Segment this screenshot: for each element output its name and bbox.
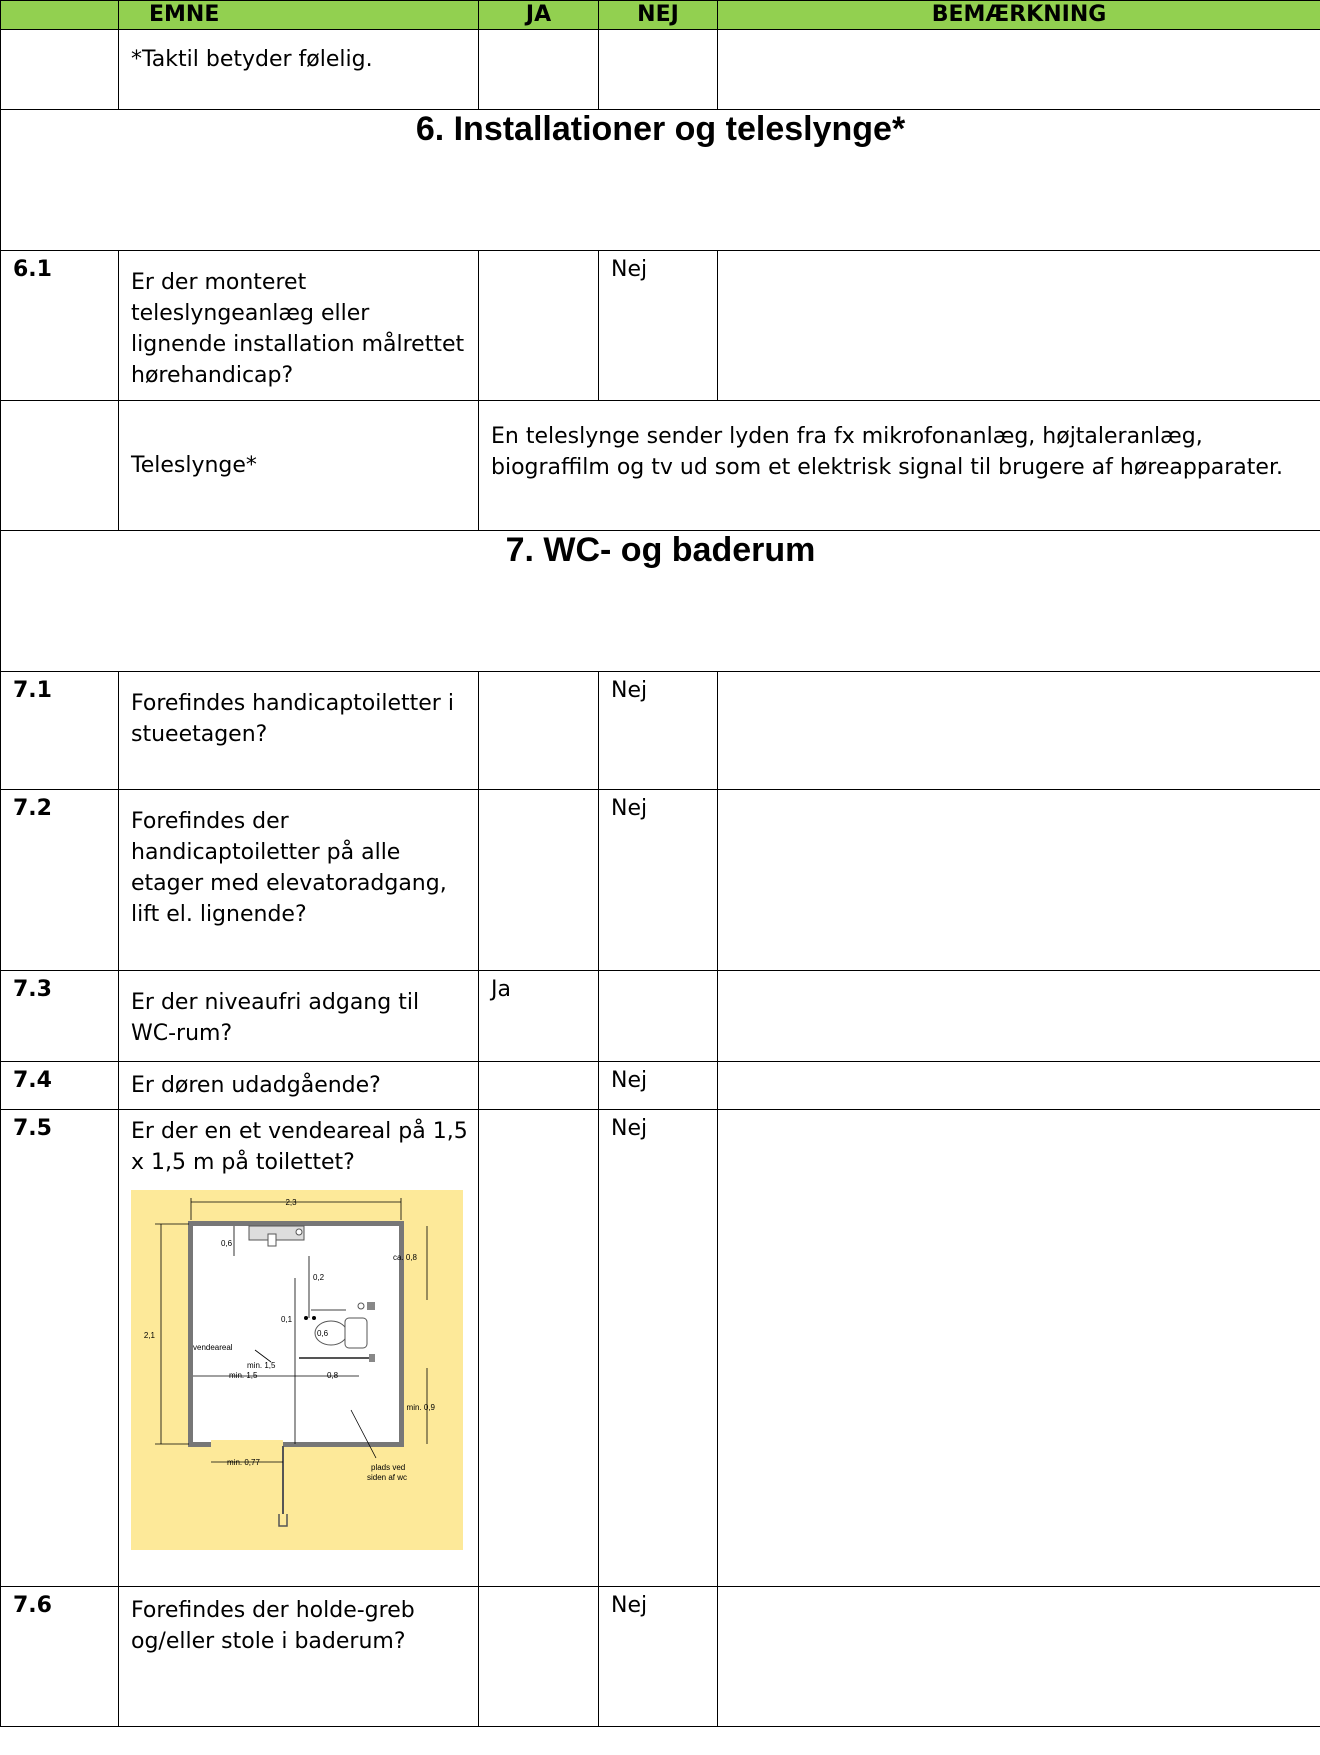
plan-label: 2,1 <box>143 1331 155 1340</box>
question-text: Er døren udadgående? <box>119 1062 479 1110</box>
header-num <box>1 1 119 30</box>
plan-label: 0,6 <box>221 1239 233 1248</box>
header-emne: EMNE <box>119 1 479 30</box>
remark-cell <box>718 1062 1320 1110</box>
table-row <box>1 672 1320 790</box>
plan-label: 0,8 <box>327 1371 339 1380</box>
plan-label: 0,6 <box>317 1329 329 1338</box>
section-title: 7. WC- og baderum <box>1 531 1320 672</box>
ja-cell <box>479 1587 599 1727</box>
header-row <box>1 1 1320 30</box>
row-number: 6.1 <box>1 251 119 401</box>
table-row <box>1 401 1320 531</box>
question-text: Er der monteret teleslyngeanlæg eller lignende installation målrettet hørehandicap? <box>119 251 479 401</box>
row-number: 7.6 <box>1 1587 119 1727</box>
ja-cell <box>479 1110 599 1587</box>
nej-cell: Nej <box>599 672 718 790</box>
nej-cell: Nej <box>599 1110 718 1587</box>
plan-label: ca. 0,8 <box>392 1253 417 1262</box>
plan-label: vendeareal <box>193 1343 233 1352</box>
table-row <box>1 1587 1320 1727</box>
question-text: Forefindes handicaptoiletter i stueetagen? <box>119 672 479 790</box>
row-number: 7.1 <box>1 672 119 790</box>
plan-label: min. 0,9 <box>406 1403 435 1412</box>
plan-label: plads ved <box>371 1463 406 1472</box>
plan-label: siden af wc <box>367 1473 408 1482</box>
table-row <box>1 971 1320 1062</box>
table-row <box>1 251 1320 401</box>
nej-cell <box>599 971 718 1062</box>
nej-cell: Nej <box>599 790 718 971</box>
question-text: Forefindes der holde-greb og/eller stole i baderum? <box>119 1587 479 1727</box>
header-nej: NEJ <box>599 1 718 30</box>
question-text: Forefindes der handicaptoiletter på alle etager med elevatoradgang, lift el. lignende? <box>119 790 479 971</box>
plan-label: min. 1,5 <box>229 1371 258 1380</box>
remark-cell <box>718 1587 1320 1727</box>
plan-label: min. 0,77 <box>227 1458 260 1467</box>
nej-cell: Nej <box>599 1062 718 1110</box>
taktil-note: *Taktil betyder følelig. <box>119 30 479 110</box>
question-text: Er der en et vendeareal på 1,5 x 1,5 m på toilettet? <box>131 1119 468 1175</box>
plan-label: 2,3 <box>285 1198 297 1207</box>
row-number: 7.3 <box>1 971 119 1062</box>
ja-cell <box>479 251 599 401</box>
plan-label: min. 1,5 <box>247 1361 276 1370</box>
remark-cell <box>718 790 1320 971</box>
nej-cell: Nej <box>599 251 718 401</box>
row-number: 7.4 <box>1 1062 119 1110</box>
section-6-row <box>1 110 1320 251</box>
remark-cell <box>718 1110 1320 1587</box>
term-text: Teleslynge* <box>119 401 479 531</box>
remark-cell <box>718 672 1320 790</box>
table-row <box>1 1110 1320 1587</box>
definition-text: En teleslynge sender lyden fra fx mikrofonanlæg, højtaleranlæg, biograffilm og tv ud som et elektrisk signal til brugere af høreapparater. <box>479 401 1320 531</box>
header-ja: JA <box>479 1 599 30</box>
header-bemaerkning: BEMÆRKNING <box>718 1 1320 30</box>
plan-label: 0,2 <box>313 1273 325 1282</box>
section-7-row <box>1 531 1320 672</box>
toilet-floor-plan <box>131 1190 463 1550</box>
question-text: Er der niveaufri adgang til WC-rum? <box>119 971 479 1062</box>
remark-cell <box>718 251 1320 401</box>
row-number: 7.5 <box>1 1110 119 1587</box>
question-cell <box>119 1110 479 1587</box>
nej-cell: Nej <box>599 1587 718 1727</box>
table-row <box>1 30 1320 110</box>
table-row <box>1 1062 1320 1110</box>
section-title: 6. Installationer og teleslynge* <box>1 110 1320 251</box>
plan-label: 0,1 <box>281 1315 293 1324</box>
remark-cell <box>718 971 1320 1062</box>
ja-cell: Ja <box>479 971 599 1062</box>
row-number: 7.2 <box>1 790 119 971</box>
ja-cell <box>479 790 599 971</box>
table-row <box>1 790 1320 971</box>
ja-cell <box>479 1062 599 1110</box>
ja-cell <box>479 672 599 790</box>
